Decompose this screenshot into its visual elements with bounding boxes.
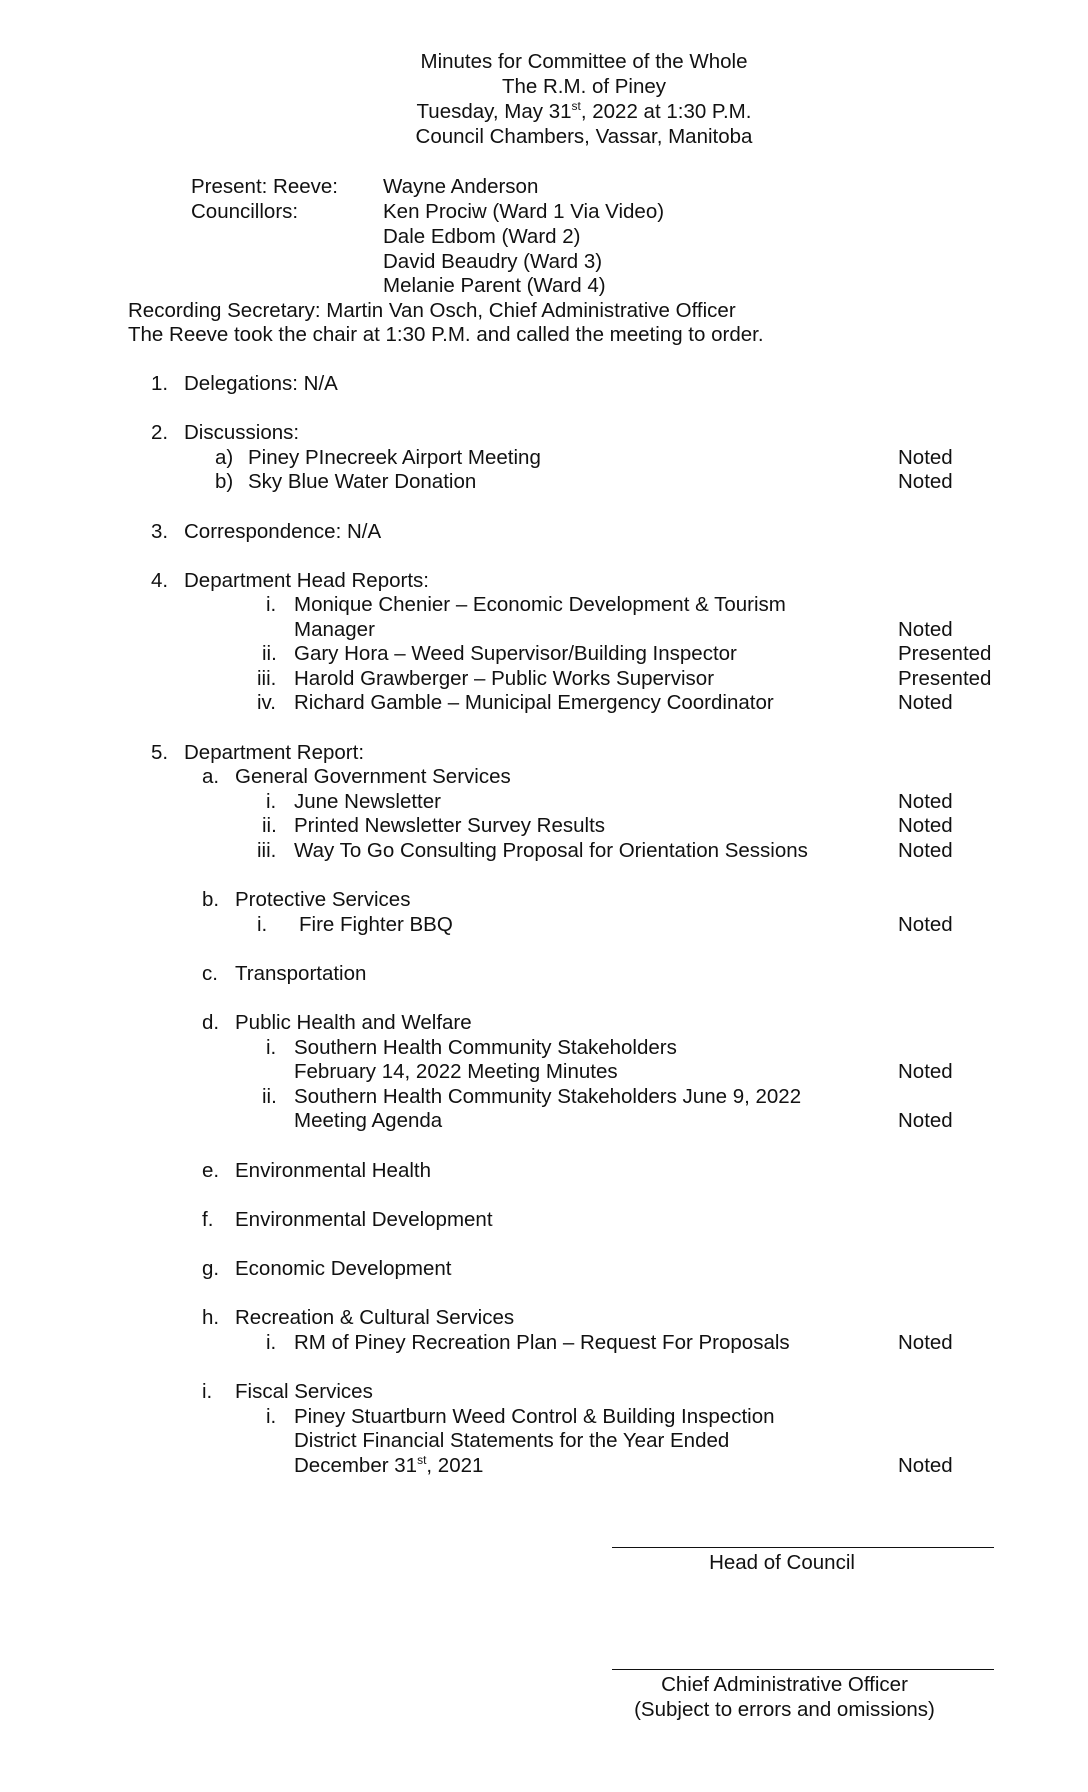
status-label: Noted — [898, 618, 953, 641]
councillor-1: Ken Prociw (Ward 1 Via Video) — [383, 200, 665, 223]
section-public-health: Public Health and Welfare — [235, 1011, 472, 1034]
sub-marker: i. — [257, 913, 268, 936]
sub-marker: iv. — [257, 691, 276, 714]
sub-marker: ii. — [262, 642, 277, 665]
sub-marker: ii. — [262, 1085, 277, 1108]
sub-item-text: Southern Health Community Stakeholders June 9, 2022 — [294, 1085, 802, 1108]
item-number: 1. — [151, 372, 169, 395]
sub-item-text: Piney PInecreek Airport Meeting — [248, 446, 541, 469]
sub-marker: b) — [215, 470, 234, 493]
item-delegations: Delegations: N/A — [184, 372, 338, 395]
status-label: Noted — [898, 470, 953, 493]
section-marker: h. — [202, 1306, 220, 1329]
sub-item-text: Monique Chenier – Economic Development & Tourism — [294, 593, 786, 616]
sub-item-text: Printed Newsletter Survey Results — [294, 814, 606, 837]
signature-line-head — [612, 1547, 994, 1548]
recording-secretary: Recording Secretary: Martin Van Osch, Chief Administrative Officer — [128, 299, 736, 322]
sub-item-text: RM of Piney Recreation Plan – Request For Proposals — [294, 1331, 790, 1354]
sub-item-text-cont: December 31st, 2021 — [294, 1453, 484, 1477]
meeting-location: Council Chambers, Vassar, Manitoba — [415, 125, 753, 148]
section-protective-services: Protective Services — [235, 888, 411, 911]
status-label: Presented — [898, 642, 992, 665]
sub-item-text: Richard Gamble – Municipal Emergency Coordinator — [294, 691, 774, 714]
item-number: 2. — [151, 421, 169, 444]
sub-item-text: Gary Hora – Weed Supervisor/Building Inspector — [294, 642, 737, 665]
meeting-date: Tuesday, May 31st, 2022 at 1:30 P.M. — [416, 99, 752, 123]
sub-item-text: Harold Grawberger – Public Works Supervisor — [294, 667, 715, 690]
item-number: 5. — [151, 741, 169, 764]
sub-item-text: Sky Blue Water Donation — [248, 470, 477, 493]
section-recreation: Recreation & Cultural Services — [235, 1306, 515, 1329]
present-label: Present: Reeve: — [191, 175, 338, 198]
sub-marker: iii. — [257, 667, 277, 690]
item-number: 4. — [151, 569, 169, 592]
reeve-name: Wayne Anderson — [383, 175, 539, 198]
sub-item-text-cont: February 14, 2022 Meeting Minutes — [294, 1060, 618, 1083]
section-general-government: General Government Services — [235, 765, 511, 788]
status-label: Noted — [898, 1109, 953, 1132]
section-marker: f. — [202, 1208, 214, 1231]
signature-head-of-council: Head of Council — [709, 1551, 855, 1574]
status-label: Noted — [898, 446, 953, 469]
sub-marker: a) — [215, 446, 234, 469]
sub-marker: ii. — [262, 814, 277, 837]
item-number: 3. — [151, 520, 169, 543]
sub-marker: i. — [266, 1405, 277, 1428]
status-label: Noted — [898, 691, 953, 714]
sub-marker: i. — [266, 790, 277, 813]
sub-marker: i. — [266, 1036, 277, 1059]
municipality-name: The R.M. of Piney — [501, 75, 667, 98]
councillors-label: Councillors: — [191, 200, 299, 223]
section-marker: b. — [202, 888, 220, 911]
section-fiscal-services: Fiscal Services — [235, 1380, 373, 1403]
councillor-2: Dale Edbom (Ward 2) — [383, 225, 581, 248]
disclaimer: (Subject to errors and omissions) — [634, 1698, 935, 1721]
item-department-head-reports: Department Head Reports: — [184, 569, 429, 592]
status-label: Noted — [898, 790, 953, 813]
section-marker: c. — [202, 962, 218, 985]
sub-item-text: Fire Fighter BBQ — [299, 913, 453, 936]
councillor-3: David Beaudry (Ward 3) — [383, 250, 603, 273]
section-marker: g. — [202, 1257, 220, 1280]
signature-cao: Chief Administrative Officer — [661, 1673, 908, 1696]
item-discussions: Discussions: — [184, 421, 300, 444]
sub-item-text: Piney Stuartburn Weed Control & Building Inspection — [294, 1405, 775, 1428]
sub-marker: iii. — [257, 839, 277, 862]
status-label: Presented — [898, 667, 992, 690]
sub-item-text-cont: Manager — [294, 618, 375, 641]
section-marker: i. — [202, 1380, 213, 1403]
section-environmental-health: Environmental Health — [235, 1159, 431, 1182]
section-environmental-development: Environmental Development — [235, 1208, 493, 1231]
doc-title: Minutes for Committee of the Whole — [420, 50, 748, 73]
section-marker: a. — [202, 765, 220, 788]
status-label: Noted — [898, 814, 953, 837]
sub-marker: i. — [266, 593, 277, 616]
section-transportation: Transportation — [235, 962, 367, 985]
status-label: Noted — [898, 1060, 953, 1083]
call-to-order: The Reeve took the chair at 1:30 P.M. and called the meeting to order. — [128, 323, 764, 346]
sub-item-text: Way To Go Consulting Proposal for Orientation Sessions — [294, 839, 808, 862]
section-economic-development: Economic Development — [235, 1257, 452, 1280]
signature-line-cao — [612, 1669, 994, 1670]
sub-marker: i. — [266, 1331, 277, 1354]
item-department-report: Department Report: — [184, 741, 365, 764]
sub-item-text-cont: Meeting Agenda — [294, 1109, 443, 1132]
item-correspondence: Correspondence: N/A — [184, 520, 382, 543]
sub-item-text: Southern Health Community Stakeholders — [294, 1036, 677, 1059]
status-label: Noted — [898, 913, 953, 936]
councillor-4: Melanie Parent (Ward 4) — [383, 274, 606, 297]
section-marker: d. — [202, 1011, 220, 1034]
status-label: Noted — [898, 1454, 953, 1477]
status-label: Noted — [898, 839, 953, 862]
sub-item-text: June Newsletter — [294, 790, 441, 813]
sub-item-text-cont: District Financial Statements for the Year Ended — [294, 1429, 730, 1452]
section-marker: e. — [202, 1159, 220, 1182]
status-label: Noted — [898, 1331, 953, 1354]
